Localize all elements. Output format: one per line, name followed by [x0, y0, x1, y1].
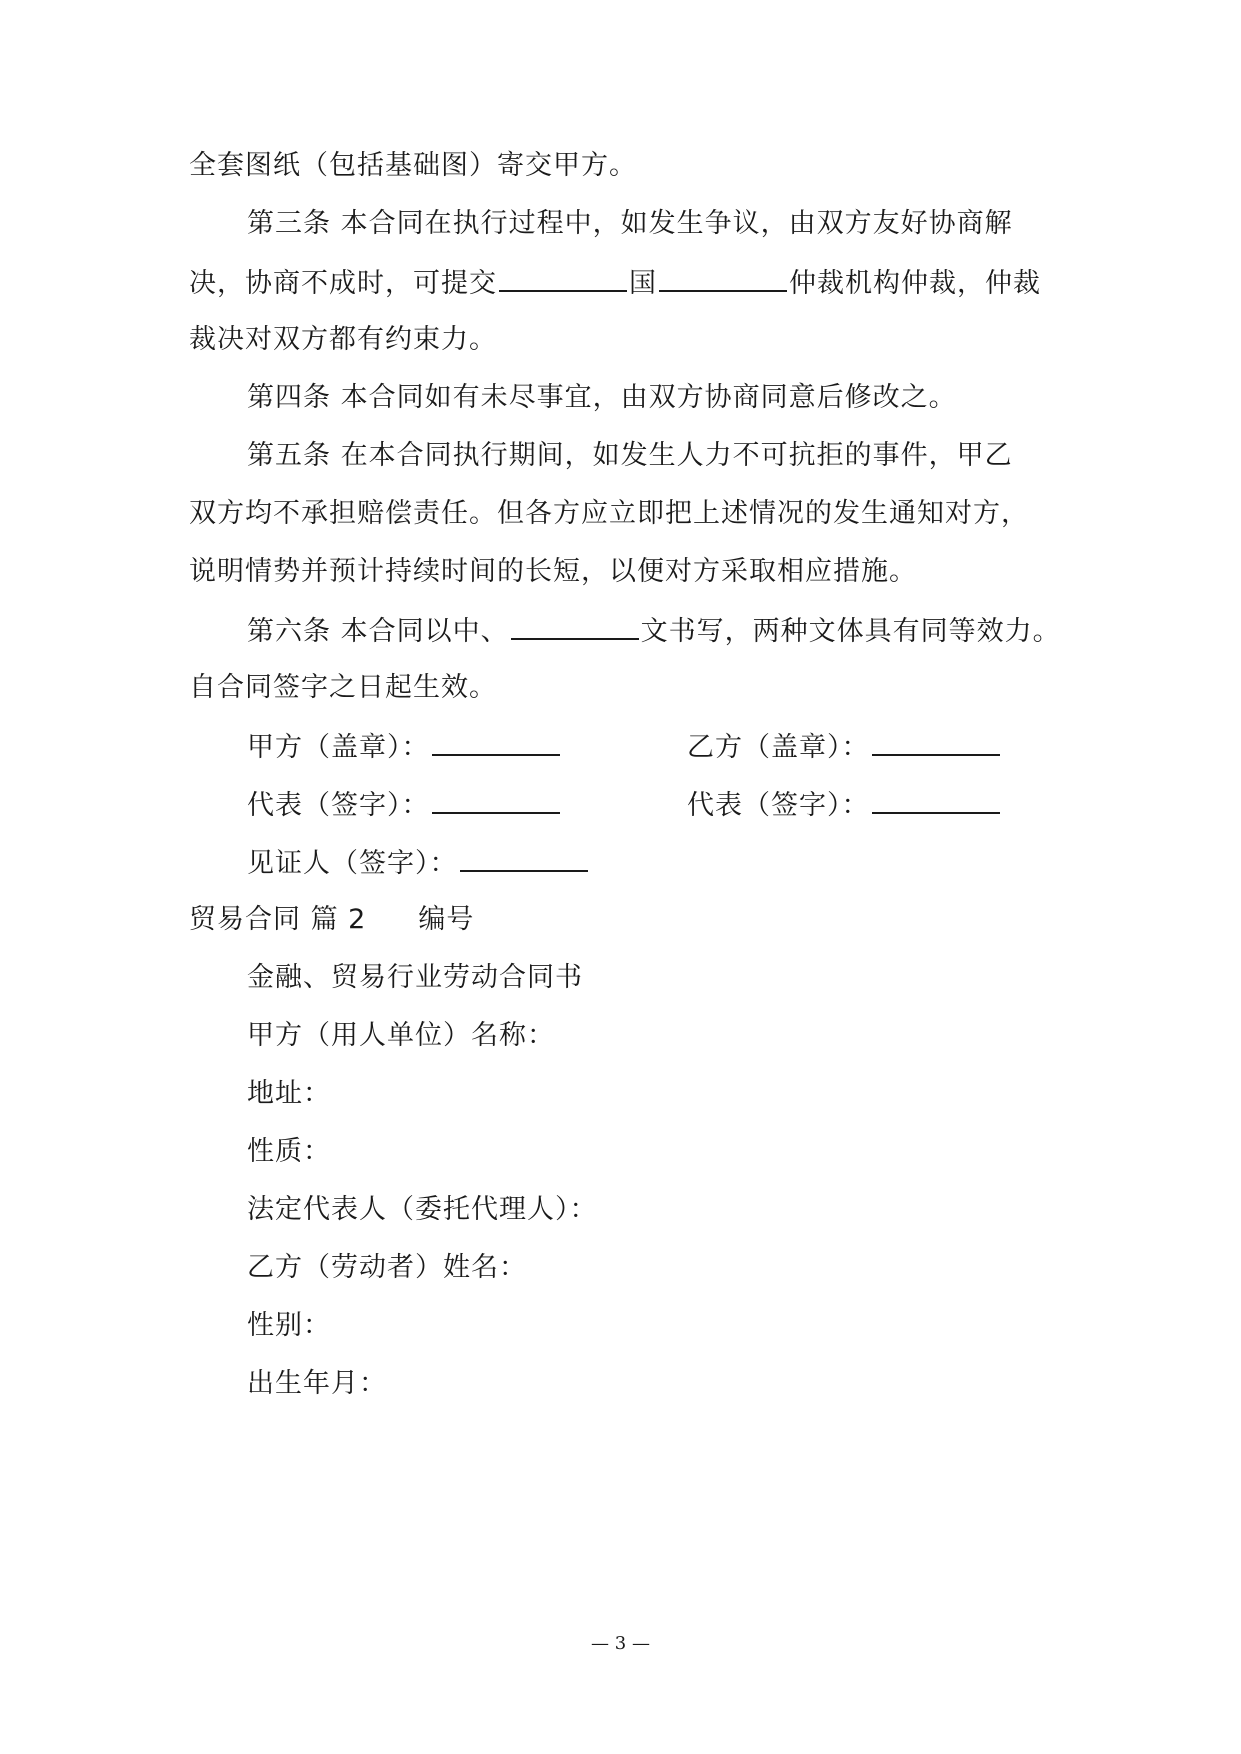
section-heading [189, 902, 474, 938]
text-segment: 决，协商不成时，可提交 [189, 268, 497, 299]
article-5-line: 第五条 在本合同执行期间，如发生人力不可抗拒的事件，甲乙 [247, 440, 1013, 471]
fill-in-blank [511, 612, 639, 640]
form-field-legal-representative: 法定代表人（委托代理人）： [247, 1194, 598, 1225]
text-segment: 国 [629, 268, 657, 299]
form-field-nature: 性质： [247, 1136, 331, 1167]
signature-party-a [247, 728, 562, 766]
form-field-address: 地址： [247, 1078, 331, 1109]
text-segment: 文书写，两种文体具有同等效力。 [640, 616, 1061, 647]
page-number: — 3 — [591, 1633, 650, 1654]
text-segment: 仲裁机构仲裁，仲裁 [789, 268, 1041, 299]
article-3-line-end: 裁决对双方都有约束力。 [189, 324, 497, 355]
article-6-line-end: 自合同签字之日起生效。 [189, 672, 497, 703]
signature-blank [872, 786, 1000, 814]
contract-title: 金融、贸易行业劳动合同书 [247, 962, 583, 993]
signature-blank [460, 844, 588, 872]
article-5-line-end: 说明情势并预计持续时间的长短，以便对方采取相应措施。 [189, 556, 917, 587]
signature-rep-a [247, 786, 562, 824]
text-segment: 第六条 本合同以中、 [247, 616, 509, 647]
signature-blank [432, 728, 560, 756]
fill-in-blank [659, 264, 787, 292]
form-field-employer-name: 甲方（用人单位）名称： [247, 1020, 555, 1051]
section-title: 贸易合同 篇 2 [189, 904, 367, 935]
signature-rep-b [687, 786, 1002, 824]
form-field-employee-name: 乙方（劳动者）姓名： [247, 1252, 527, 1283]
signature-label: 代表（签字）： [687, 790, 870, 821]
form-field-birth-date: 出生年月： [247, 1368, 387, 1399]
article-5-line-continued: 双方均不承担赔偿责任。但各方应立即把上述情况的发生通知对方， [189, 498, 1029, 529]
signature-witness [247, 844, 590, 882]
article-3-line: 第三条 本合同在执行过程中，如发生争议，由双方友好协商解 [247, 208, 1013, 239]
signature-blank [432, 786, 560, 814]
signature-label: 甲方（盖章）： [247, 732, 430, 763]
article-6-line [247, 612, 1061, 650]
signature-label: 见证人（签字）： [247, 848, 458, 879]
article-4-line: 第四条 本合同如有未尽事宜，由双方协商同意后修改之。 [247, 382, 957, 413]
paragraph-line: 全套图纸（包括基础图）寄交甲方。 [189, 150, 637, 181]
form-field-gender: 性别： [247, 1310, 331, 1341]
signature-blank [872, 728, 1000, 756]
section-number-label: 编号 [418, 904, 475, 935]
signature-label: 代表（签字）： [247, 790, 430, 821]
fill-in-blank [499, 264, 627, 292]
article-3-line-continued [189, 264, 1041, 302]
signature-party-b [687, 728, 1002, 766]
signature-label: 乙方（盖章）： [687, 732, 870, 763]
